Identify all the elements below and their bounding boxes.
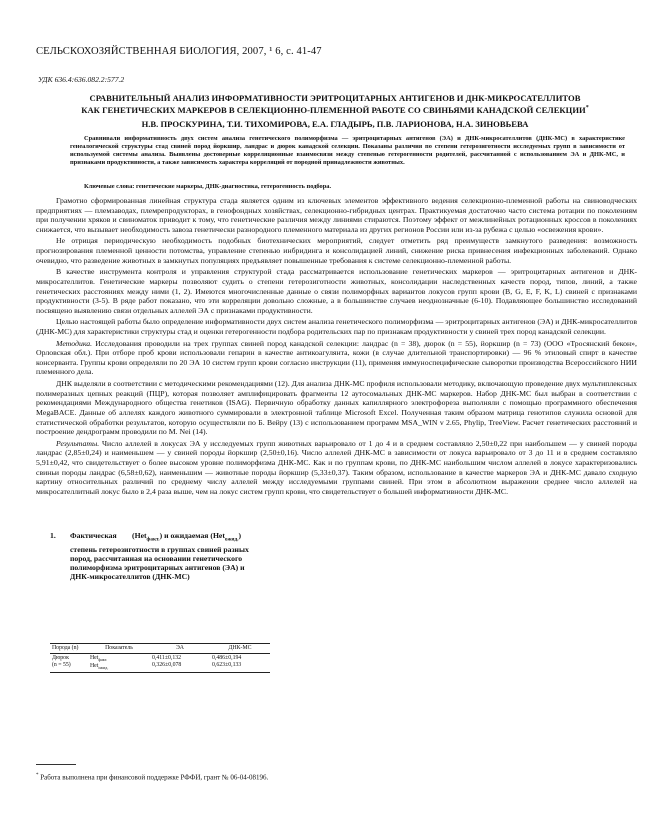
table-caption (50, 531, 262, 582)
table-header-cell: ЭА (150, 644, 210, 654)
table-row (50, 654, 270, 673)
paragraph-2: Не отрицая периодическую необходимость подобных биотехнических мероприятий, следует отметить ряд преимуществ замкнутого разведения: возможность прогнозирования племенной ценности потомства, управление степенью инбридинга и консолидацией линий, снижение риска привнесения инфекционных заболеваний. Однако очевидно, что разведение животных в замкнутых популяциях предъявляет повышенные требования к системе селекционно-племенной работы. (36, 236, 637, 265)
table-cell-breed (50, 654, 88, 673)
indicator: Het (90, 663, 99, 670)
paragraph-4: Целью настоящей работы было определение информативности двух систем анализа генетического полиморфизма — эритроцитарных антигенов (ЭА) и ДНК-микросателлитов (ДНК-МС) для характеристики структуры стад и оценки гетерогенности подбора родительских пар по признакам продуктивности у свиней трех пород канадской селекции. (36, 317, 637, 336)
indicator-sub: ожид. (98, 665, 109, 671)
value: 0,411±0,132 (152, 655, 182, 661)
indicator-sub: факт. (98, 657, 108, 663)
table-cell-ea (150, 654, 210, 673)
breed-name: Дюрок (52, 655, 69, 661)
title-footnote-mark: * (585, 105, 589, 112)
journal-header: СЕЛЬСКОХОЗЯЙСТВЕННАЯ БИОЛОГИЯ, 2007, ¹ 6, с. 41-47 (36, 46, 322, 57)
table-header-cell: Порода (n) (50, 644, 88, 654)
footnote-mark: * (36, 773, 39, 778)
results-heading: Результаты. (56, 438, 100, 448)
article-body (36, 196, 637, 498)
heterozygosity-table (50, 643, 270, 673)
title-line-2: КАК ГЕНЕТИЧЕСКИХ МАРКЕРОВ В СЕЛЕКЦИОННО-ПЛЕМЕННОЙ РАБОТЕ СО СВИНЬЯМИ КАНАДСКОЙ СЕЛЕКЦИИ (81, 105, 586, 116)
table-cell-indicator (88, 654, 150, 673)
value: 0,486±0,194 (212, 655, 242, 661)
footnote (36, 773, 268, 781)
caption-sub: факт. (146, 536, 160, 543)
caption-sub: ожид. (224, 536, 239, 543)
table-cell-dna (210, 654, 270, 673)
paragraph-3: В качестве инструмента контроля и управления структурой стада рассматривается использование генетических маркеров — эритроцитарных антигенов и ДНК-микросателлитов. Генетические маркеры позволяют судить о степени гетерозиготности животных, консолидации наследственных качеств пород, типов, линий, а также генетических расстояниях между ними (1, 2). Имеются многочисленные данные о связи полиморфных вариантов локусов групп крови (B, G, E, F, K, L) свиней с признаками продуктивности (3-5). В ряде работ показано, что эти корреляции довольно сложные, а в большинстве случаев неоднозначные (6-10). Подавляющее большинство исследований посвящено выявлению связи отдельных аллелей ЭА с признаками продуктивности. (36, 267, 637, 315)
author-list: Н.В. ПРОСКУРИНА, Т.И. ТИХОМИРОВА, Е.А. ГЛАДЫРЬ, П.В. ЛАРИОНОВА, Н.А. ЗИНОВЬЕВА (141, 119, 529, 129)
udk-code: УДК 636.4:636.082.2:577.2 (38, 75, 125, 84)
keywords: Ключевые слова: генетические маркеры, ДНК-диагностика, гетерогенность подбора. (84, 183, 332, 190)
caption-part: Фактическая (70, 531, 117, 540)
results-text: Число аллелей в локусах ЭА у исследуемых групп животных варьировало от 1 до 4 и в среднем составляло 2,50±0,22 при наибольшем — у свиней породы ландрас (2,85±0,24) и наименьшем — у свиней породы йоркшир (2,50±0,16). Число аллелей ДНК-МС в зависимости от локуса варьировало от 3 до 11 и в среднем составляло 5,91±0,42, что свидетельствует о более высоком уровне полиморфизма ДНК-МС. Как и по группам крови, по ДНК-МС наибольшим числом аллелей в локусе характеризовались свиньи породы ландрас (6,58±0,62), наименьшим — животные породы йоркшир (5,33±0,37). Таким образом, использование в качестве маркеров ЭА и ДНК-МС давало сходную картину относительных различий по среднему числу аллелей между исследуемыми группами свиней. При этом в абсолютном выражении среднее число аллелей на микросателлитный локус было в 2,4 раза выше, чем на локус систем групп крови, что свидетельствует о большей информативности ДНК-МС. (36, 438, 637, 496)
caption-part: (Het (210, 531, 225, 540)
article-title (30, 93, 640, 115)
methods-text: Исследования проводили на трех группах свиней пород канадской селекции: ландрас (n = 38), дюрок (n = 55), йоркшир (n = 73) (ООО «Тросянский бекон», Орловская обл.). При отборе проб крови использовали гепарин в качестве антикоагулянта, кожи (в случае длительной транспортировки) — 96 % этиловый спирт в качестве консерванта. Группы крови определяли по 20 ЭА 10 систем групп крови согласно инструкции (11), применяя иммуноспецифические сыворотки производства Всероссийского НИИ племенного дела. (36, 338, 637, 377)
footnote-divider (36, 764, 76, 765)
paragraph-results (36, 439, 637, 496)
table-number: 1. (50, 531, 56, 540)
breed-count: (n = 55) (52, 662, 71, 668)
caption-part: ) степень гетерозиготности в группах свиней разных пород, рассчитанная на основании генетического полиморфизма эритроцитарных антигенов (ЭА) и ДНК-микросателлитов (ДНК-МС) (70, 531, 249, 582)
abstract: Сравнивали информативность двух систем анализа генетического полиморфизма — эритроцитарных антигенов (ЭА) и ДНК-микросателлитов (ДНК-МС) в характеристике генеалогической структуры стад свиней пород йоркшир, ландрас и дюрок канадской селекции. Показаны различия по степени гетерозиготности исследуемых групп в зависимости от используемой системы анализа. Выявлены достоверные корреляционные взаимосвязи между степенью гетерогенности родителей, рассчитанной с использованием ЭА и ДНК-МС, и признаками продуктивности, а также зависимость характера корреляций от породной принадлежности животных. (70, 135, 625, 166)
methods-heading: Методика. (56, 338, 93, 348)
paragraph-6: ДНК выделяли в соответствии с методическими рекомендациями (12). Для анализа ДНК-МС профиля использовали методику, включающую проведение двух мультиплексных полимеразных цепных реакций (ПЦР), которая позволяет амплифицировать фрагменты 12 аутосомальных ДНК-МС маркеров. Набор ДНК-МС был выбран в соответствии с рекомендациями Международного общества генетиков (ISAG). Первичную обработку данных капиллярного электрофореза выполняли с помощью программного обеспечения MegaBACE. Данные об аллелях каждого животного суммировали в электронной таблице Microsoft Excel. Полученная таким образом матрица генотипов служила основой для статистической обработки результатов, которую осуществляли по Б. Вейру (13) с использованием программ MSA_WIN v 2.65, Phylip, TreeView. Расчет генетических расстояний и построение дендрограмм проводили по M. Nei (14). (36, 379, 637, 437)
indicator: Het (90, 655, 99, 661)
caption-part: (Het (132, 531, 147, 540)
table-header-cell: Показатель (88, 644, 150, 654)
title-line-1: СРАВНИТЕЛЬНЫЙ АНАЛИЗ ИНФОРМАТИВНОСТИ ЭРИТРОЦИТАРНЫХ АНТИГЕНОВ И ДНК-МИКРОСАТЕЛЛИТОВ (89, 93, 581, 103)
value: 0,623±0,133 (212, 662, 242, 668)
paragraph-methods (36, 339, 637, 377)
table-header-cell: ДНК-МС (210, 644, 270, 654)
table-caption-text (70, 531, 262, 582)
caption-part: ) и ожидаемая (159, 531, 209, 540)
value: 0,326±0,078 (152, 662, 182, 668)
paragraph-1: Грамотно сформированная линейная структура стада является одним из ключевых элементов эффективного ведения селекционно-племенной работы на свиноводческих предприятиях — племзаводах, племрепродукторах, в генофондных хозяйствах, селекционно-гибридных центрах. Практикуемая достаточно часто система ротации по поколениям при получении хряков и свиноматок приводит к тому, что генетические различия между линиями стираются. Поэтому эффект от межлинейных ротационных кроссов в поколениях снижается, что вызывает необходимость завоза генетически разнородного племенного материала из других регионов России или из-за рубежа с целью «освежения крови». (36, 196, 637, 234)
footnote-text: Работа выполнена при финансовой поддержке РФФИ, грант № 06-04-08196. (40, 773, 269, 782)
table-header-row (50, 644, 270, 654)
